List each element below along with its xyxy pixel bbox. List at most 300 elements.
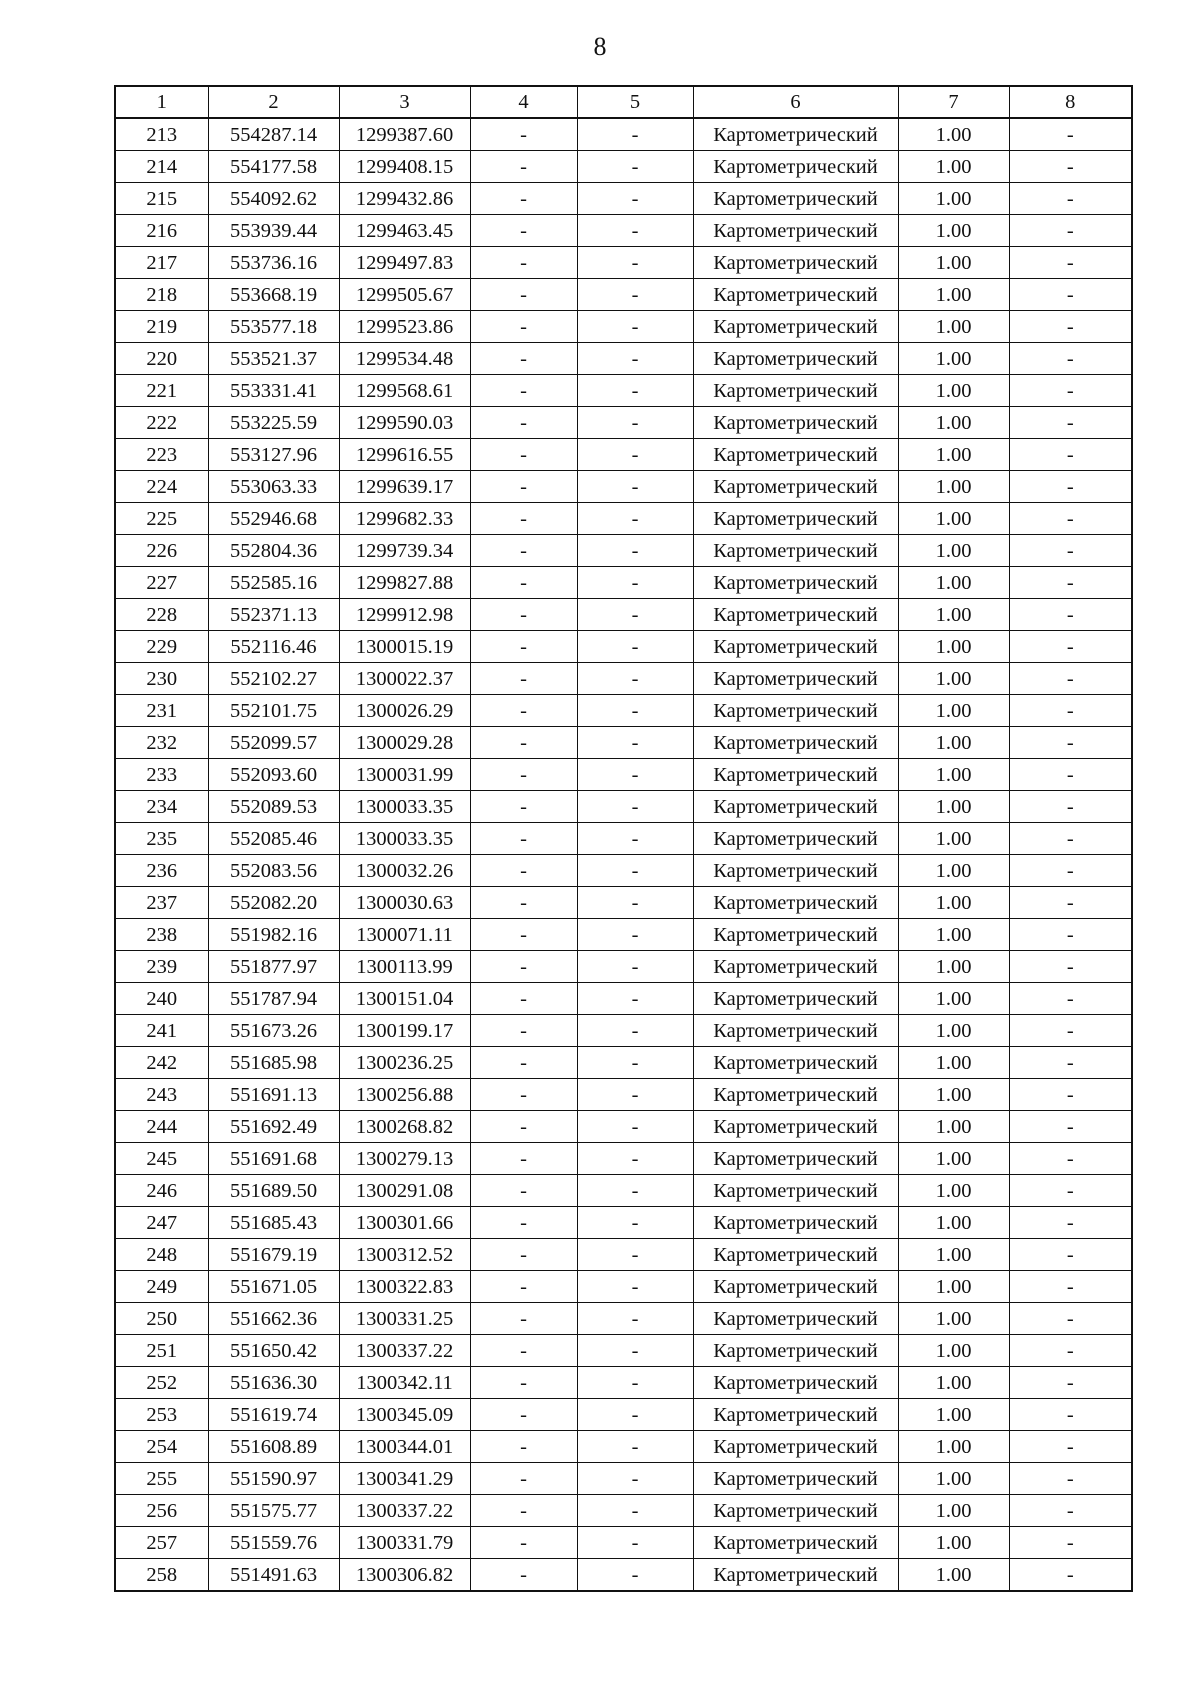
column-5-cell: - <box>577 663 693 695</box>
accuracy-cell: 1.00 <box>898 1559 1009 1592</box>
point-number-cell: 225 <box>115 503 208 535</box>
accuracy-cell: 1.00 <box>898 535 1009 567</box>
point-number-cell: 246 <box>115 1175 208 1207</box>
table-row <box>115 118 1132 151</box>
y-coordinate-cell: 1299739.34 <box>339 535 470 567</box>
column-8-cell: - <box>1009 1271 1132 1303</box>
accuracy-cell: 1.00 <box>898 1111 1009 1143</box>
point-number-cell: 238 <box>115 919 208 951</box>
point-number-cell: 220 <box>115 343 208 375</box>
table-row <box>115 503 1132 535</box>
method-cell: Картометрический <box>693 311 898 343</box>
column-5-cell: - <box>577 407 693 439</box>
column-4-cell: - <box>470 1335 577 1367</box>
table-row <box>115 311 1132 343</box>
method-cell: Картометрический <box>693 791 898 823</box>
accuracy-cell: 1.00 <box>898 1335 1009 1367</box>
point-number-cell: 222 <box>115 407 208 439</box>
point-number-cell: 244 <box>115 1111 208 1143</box>
table-row <box>115 439 1132 471</box>
column-8-cell: - <box>1009 1143 1132 1175</box>
accuracy-cell: 1.00 <box>898 1271 1009 1303</box>
table-row <box>115 791 1132 823</box>
column-5-cell: - <box>577 215 693 247</box>
point-number-cell: 255 <box>115 1463 208 1495</box>
column-4-cell: - <box>470 279 577 311</box>
column-5-cell: - <box>577 1239 693 1271</box>
point-number-cell: 252 <box>115 1367 208 1399</box>
column-4-cell: - <box>470 1303 577 1335</box>
column-8-cell: - <box>1009 1495 1132 1527</box>
x-coordinate-cell: 553063.33 <box>208 471 339 503</box>
accuracy-cell: 1.00 <box>898 631 1009 663</box>
column-4-cell: - <box>470 535 577 567</box>
accuracy-cell: 1.00 <box>898 1527 1009 1559</box>
column-header: 2 <box>208 86 339 118</box>
x-coordinate-cell: 551673.26 <box>208 1015 339 1047</box>
x-coordinate-cell: 553668.19 <box>208 279 339 311</box>
y-coordinate-cell: 1300032.26 <box>339 855 470 887</box>
accuracy-cell: 1.00 <box>898 311 1009 343</box>
x-coordinate-cell: 551689.50 <box>208 1175 339 1207</box>
accuracy-cell: 1.00 <box>898 663 1009 695</box>
column-5-cell: - <box>577 279 693 311</box>
point-number-cell: 251 <box>115 1335 208 1367</box>
x-coordinate-cell: 551691.13 <box>208 1079 339 1111</box>
table-row <box>115 407 1132 439</box>
column-8-cell: - <box>1009 1239 1132 1271</box>
method-cell: Картометрический <box>693 1303 898 1335</box>
column-8-cell: - <box>1009 1175 1132 1207</box>
column-8-cell: - <box>1009 1335 1132 1367</box>
column-5-cell: - <box>577 759 693 791</box>
point-number-cell: 243 <box>115 1079 208 1111</box>
x-coordinate-cell: 553939.44 <box>208 215 339 247</box>
point-number-cell: 234 <box>115 791 208 823</box>
method-cell: Картометрический <box>693 151 898 183</box>
table-row <box>115 823 1132 855</box>
column-5-cell: - <box>577 1495 693 1527</box>
column-4-cell: - <box>470 1271 577 1303</box>
accuracy-cell: 1.00 <box>898 279 1009 311</box>
column-5-cell: - <box>577 823 693 855</box>
column-4-cell: - <box>470 759 577 791</box>
y-coordinate-cell: 1299568.61 <box>339 375 470 407</box>
point-number-cell: 215 <box>115 183 208 215</box>
y-coordinate-cell: 1299827.88 <box>339 567 470 599</box>
column-8-cell: - <box>1009 791 1132 823</box>
column-8-cell: - <box>1009 727 1132 759</box>
x-coordinate-cell: 551590.97 <box>208 1463 339 1495</box>
y-coordinate-cell: 1300236.25 <box>339 1047 470 1079</box>
method-cell: Картометрический <box>693 727 898 759</box>
column-8-cell: - <box>1009 951 1132 983</box>
method-cell: Картометрический <box>693 535 898 567</box>
point-number-cell: 232 <box>115 727 208 759</box>
column-4-cell: - <box>470 631 577 663</box>
column-5-cell: - <box>577 1431 693 1463</box>
accuracy-cell: 1.00 <box>898 247 1009 279</box>
x-coordinate-cell: 553521.37 <box>208 343 339 375</box>
y-coordinate-cell: 1300026.29 <box>339 695 470 727</box>
x-coordinate-cell: 553127.96 <box>208 439 339 471</box>
accuracy-cell: 1.00 <box>898 983 1009 1015</box>
column-4-cell: - <box>470 247 577 279</box>
y-coordinate-cell: 1300291.08 <box>339 1175 470 1207</box>
column-4-cell: - <box>470 1207 577 1239</box>
table-row <box>115 247 1132 279</box>
column-5-cell: - <box>577 1047 693 1079</box>
table-row <box>115 983 1132 1015</box>
accuracy-cell: 1.00 <box>898 1239 1009 1271</box>
table-row <box>115 1207 1132 1239</box>
x-coordinate-cell: 551685.43 <box>208 1207 339 1239</box>
table-row <box>115 1111 1132 1143</box>
table-row <box>115 1495 1132 1527</box>
x-coordinate-cell: 552116.46 <box>208 631 339 663</box>
accuracy-cell: 1.00 <box>898 887 1009 919</box>
column-5-cell: - <box>577 1399 693 1431</box>
column-4-cell: - <box>470 375 577 407</box>
table-row <box>115 1303 1132 1335</box>
column-5-cell: - <box>577 311 693 343</box>
y-coordinate-cell: 1300312.52 <box>339 1239 470 1271</box>
column-8-cell: - <box>1009 1463 1132 1495</box>
x-coordinate-cell: 552946.68 <box>208 503 339 535</box>
column-4-cell: - <box>470 663 577 695</box>
column-4-cell: - <box>470 791 577 823</box>
method-cell: Картометрический <box>693 919 898 951</box>
point-number-cell: 257 <box>115 1527 208 1559</box>
column-header: 7 <box>898 86 1009 118</box>
table-row <box>115 535 1132 567</box>
column-8-cell: - <box>1009 983 1132 1015</box>
table-row <box>115 599 1132 631</box>
x-coordinate-cell: 551559.76 <box>208 1527 339 1559</box>
column-8-cell: - <box>1009 215 1132 247</box>
column-4-cell: - <box>470 983 577 1015</box>
column-4-cell: - <box>470 1111 577 1143</box>
column-4-cell: - <box>470 1015 577 1047</box>
x-coordinate-cell: 552083.56 <box>208 855 339 887</box>
column-4-cell: - <box>470 567 577 599</box>
column-4-cell: - <box>470 823 577 855</box>
column-4-cell: - <box>470 1239 577 1271</box>
column-4-cell: - <box>470 1047 577 1079</box>
table-row <box>115 567 1132 599</box>
y-coordinate-cell: 1300268.82 <box>339 1111 470 1143</box>
x-coordinate-cell: 551619.74 <box>208 1399 339 1431</box>
accuracy-cell: 1.00 <box>898 855 1009 887</box>
column-8-cell: - <box>1009 1015 1132 1047</box>
accuracy-cell: 1.00 <box>898 1495 1009 1527</box>
accuracy-cell: 1.00 <box>898 407 1009 439</box>
column-8-cell: - <box>1009 663 1132 695</box>
table-row <box>115 1015 1132 1047</box>
table-row <box>115 631 1132 663</box>
column-8-cell: - <box>1009 1367 1132 1399</box>
point-number-cell: 242 <box>115 1047 208 1079</box>
column-5-cell: - <box>577 535 693 567</box>
y-coordinate-cell: 1300031.99 <box>339 759 470 791</box>
x-coordinate-cell: 551662.36 <box>208 1303 339 1335</box>
y-coordinate-cell: 1300342.11 <box>339 1367 470 1399</box>
column-5-cell: - <box>577 118 693 151</box>
method-cell: Картометрический <box>693 887 898 919</box>
method-cell: Картометрический <box>693 983 898 1015</box>
column-5-cell: - <box>577 887 693 919</box>
table-row <box>115 1079 1132 1111</box>
table-header-row <box>115 86 1132 118</box>
y-coordinate-cell: 1300033.35 <box>339 823 470 855</box>
column-4-cell: - <box>470 1495 577 1527</box>
column-8-cell: - <box>1009 759 1132 791</box>
column-5-cell: - <box>577 1111 693 1143</box>
method-cell: Картометрический <box>693 759 898 791</box>
y-coordinate-cell: 1300113.99 <box>339 951 470 983</box>
column-5-cell: - <box>577 1527 693 1559</box>
column-8-cell: - <box>1009 1047 1132 1079</box>
accuracy-cell: 1.00 <box>898 215 1009 247</box>
point-number-cell: 221 <box>115 375 208 407</box>
column-4-cell: - <box>470 151 577 183</box>
y-coordinate-cell: 1300331.79 <box>339 1527 470 1559</box>
column-4-cell: - <box>470 471 577 503</box>
method-cell: Картометрический <box>693 823 898 855</box>
column-5-cell: - <box>577 791 693 823</box>
method-cell: Картометрический <box>693 1111 898 1143</box>
accuracy-cell: 1.00 <box>898 567 1009 599</box>
x-coordinate-cell: 553331.41 <box>208 375 339 407</box>
column-8-cell: - <box>1009 503 1132 535</box>
y-coordinate-cell: 1300331.25 <box>339 1303 470 1335</box>
method-cell: Картометрический <box>693 471 898 503</box>
accuracy-cell: 1.00 <box>898 343 1009 375</box>
column-5-cell: - <box>577 1175 693 1207</box>
column-8-cell: - <box>1009 279 1132 311</box>
column-8-cell: - <box>1009 855 1132 887</box>
x-coordinate-cell: 551608.89 <box>208 1431 339 1463</box>
y-coordinate-cell: 1299682.33 <box>339 503 470 535</box>
table-row <box>115 343 1132 375</box>
method-cell: Картометрический <box>693 439 898 471</box>
y-coordinate-cell: 1300030.63 <box>339 887 470 919</box>
x-coordinate-cell: 552082.20 <box>208 887 339 919</box>
method-cell: Картометрический <box>693 183 898 215</box>
column-8-cell: - <box>1009 1559 1132 1592</box>
point-number-cell: 218 <box>115 279 208 311</box>
column-8-cell: - <box>1009 1207 1132 1239</box>
column-header: 8 <box>1009 86 1132 118</box>
table-row <box>115 951 1132 983</box>
y-coordinate-cell: 1300015.19 <box>339 631 470 663</box>
method-cell: Картометрический <box>693 407 898 439</box>
point-number-cell: 247 <box>115 1207 208 1239</box>
method-cell: Картометрический <box>693 343 898 375</box>
point-number-cell: 214 <box>115 151 208 183</box>
accuracy-cell: 1.00 <box>898 1175 1009 1207</box>
column-5-cell: - <box>577 151 693 183</box>
x-coordinate-cell: 553225.59 <box>208 407 339 439</box>
y-coordinate-cell: 1299463.45 <box>339 215 470 247</box>
y-coordinate-cell: 1299497.83 <box>339 247 470 279</box>
table-row <box>115 279 1132 311</box>
coordinates-table <box>114 85 1133 1592</box>
x-coordinate-cell: 551691.68 <box>208 1143 339 1175</box>
accuracy-cell: 1.00 <box>898 503 1009 535</box>
x-coordinate-cell: 552099.57 <box>208 727 339 759</box>
point-number-cell: 254 <box>115 1431 208 1463</box>
column-5-cell: - <box>577 375 693 407</box>
y-coordinate-cell: 1300341.29 <box>339 1463 470 1495</box>
column-5-cell: - <box>577 1271 693 1303</box>
point-number-cell: 248 <box>115 1239 208 1271</box>
y-coordinate-cell: 1300071.11 <box>339 919 470 951</box>
accuracy-cell: 1.00 <box>898 118 1009 151</box>
point-number-cell: 245 <box>115 1143 208 1175</box>
method-cell: Картометрический <box>693 118 898 151</box>
column-5-cell: - <box>577 439 693 471</box>
method-cell: Картометрический <box>693 1335 898 1367</box>
accuracy-cell: 1.00 <box>898 471 1009 503</box>
column-8-cell: - <box>1009 1079 1132 1111</box>
column-4-cell: - <box>470 599 577 631</box>
column-8-cell: - <box>1009 1111 1132 1143</box>
x-coordinate-cell: 551679.19 <box>208 1239 339 1271</box>
table-row <box>115 1463 1132 1495</box>
point-number-cell: 240 <box>115 983 208 1015</box>
point-number-cell: 231 <box>115 695 208 727</box>
y-coordinate-cell: 1300344.01 <box>339 1431 470 1463</box>
column-8-cell: - <box>1009 1303 1132 1335</box>
y-coordinate-cell: 1299387.60 <box>339 118 470 151</box>
column-8-cell: - <box>1009 375 1132 407</box>
accuracy-cell: 1.00 <box>898 183 1009 215</box>
point-number-cell: 219 <box>115 311 208 343</box>
table-row <box>115 759 1132 791</box>
x-coordinate-cell: 551650.42 <box>208 1335 339 1367</box>
point-number-cell: 239 <box>115 951 208 983</box>
column-5-cell: - <box>577 855 693 887</box>
y-coordinate-cell: 1300345.09 <box>339 1399 470 1431</box>
column-8-cell: - <box>1009 535 1132 567</box>
table-row <box>115 1367 1132 1399</box>
table-row <box>115 727 1132 759</box>
table-row <box>115 151 1132 183</box>
point-number-cell: 241 <box>115 1015 208 1047</box>
point-number-cell: 224 <box>115 471 208 503</box>
column-5-cell: - <box>577 695 693 727</box>
column-8-cell: - <box>1009 118 1132 151</box>
column-header: 6 <box>693 86 898 118</box>
column-4-cell: - <box>470 1527 577 1559</box>
y-coordinate-cell: 1300337.22 <box>339 1495 470 1527</box>
accuracy-cell: 1.00 <box>898 1303 1009 1335</box>
accuracy-cell: 1.00 <box>898 1431 1009 1463</box>
x-coordinate-cell: 552804.36 <box>208 535 339 567</box>
point-number-cell: 230 <box>115 663 208 695</box>
page-number: 8 <box>593 32 607 61</box>
column-8-cell: - <box>1009 471 1132 503</box>
column-4-cell: - <box>470 1463 577 1495</box>
column-5-cell: - <box>577 183 693 215</box>
column-5-cell: - <box>577 599 693 631</box>
method-cell: Картометрический <box>693 1143 898 1175</box>
accuracy-cell: 1.00 <box>898 695 1009 727</box>
x-coordinate-cell: 552102.27 <box>208 663 339 695</box>
accuracy-cell: 1.00 <box>898 1079 1009 1111</box>
column-8-cell: - <box>1009 407 1132 439</box>
y-coordinate-cell: 1299408.15 <box>339 151 470 183</box>
x-coordinate-cell: 554287.14 <box>208 118 339 151</box>
method-cell: Картометрический <box>693 1463 898 1495</box>
accuracy-cell: 1.00 <box>898 823 1009 855</box>
point-number-cell: 236 <box>115 855 208 887</box>
column-8-cell: - <box>1009 1431 1132 1463</box>
accuracy-cell: 1.00 <box>898 1015 1009 1047</box>
column-5-cell: - <box>577 1335 693 1367</box>
column-5-cell: - <box>577 247 693 279</box>
point-number-cell: 213 <box>115 118 208 151</box>
point-number-cell: 258 <box>115 1559 208 1592</box>
column-5-cell: - <box>577 471 693 503</box>
column-header: 4 <box>470 86 577 118</box>
point-number-cell: 256 <box>115 1495 208 1527</box>
column-4-cell: - <box>470 183 577 215</box>
column-4-cell: - <box>470 855 577 887</box>
table-row <box>115 1399 1132 1431</box>
point-number-cell: 253 <box>115 1399 208 1431</box>
table-row <box>115 1143 1132 1175</box>
method-cell: Картометрический <box>693 1015 898 1047</box>
accuracy-cell: 1.00 <box>898 151 1009 183</box>
table-row <box>115 471 1132 503</box>
accuracy-cell: 1.00 <box>898 1367 1009 1399</box>
x-coordinate-cell: 551877.97 <box>208 951 339 983</box>
x-coordinate-cell: 552585.16 <box>208 567 339 599</box>
column-8-cell: - <box>1009 1399 1132 1431</box>
table-row <box>115 919 1132 951</box>
x-coordinate-cell: 551575.77 <box>208 1495 339 1527</box>
y-coordinate-cell: 1300033.35 <box>339 791 470 823</box>
column-5-cell: - <box>577 983 693 1015</box>
method-cell: Картометрический <box>693 1079 898 1111</box>
method-cell: Картометрический <box>693 247 898 279</box>
y-coordinate-cell: 1300256.88 <box>339 1079 470 1111</box>
point-number-cell: 235 <box>115 823 208 855</box>
point-number-cell: 229 <box>115 631 208 663</box>
column-8-cell: - <box>1009 919 1132 951</box>
accuracy-cell: 1.00 <box>898 1207 1009 1239</box>
x-coordinate-cell: 552085.46 <box>208 823 339 855</box>
column-4-cell: - <box>470 1175 577 1207</box>
column-8-cell: - <box>1009 823 1132 855</box>
column-header: 3 <box>339 86 470 118</box>
column-5-cell: - <box>577 343 693 375</box>
column-4-cell: - <box>470 503 577 535</box>
column-5-cell: - <box>577 1143 693 1175</box>
x-coordinate-cell: 551692.49 <box>208 1111 339 1143</box>
table-row <box>115 215 1132 247</box>
table-row <box>115 1527 1132 1559</box>
method-cell: Картометрический <box>693 1527 898 1559</box>
column-5-cell: - <box>577 503 693 535</box>
y-coordinate-cell: 1300301.66 <box>339 1207 470 1239</box>
y-coordinate-cell: 1300279.13 <box>339 1143 470 1175</box>
column-5-cell: - <box>577 727 693 759</box>
method-cell: Картометрический <box>693 1495 898 1527</box>
column-4-cell: - <box>470 1431 577 1463</box>
